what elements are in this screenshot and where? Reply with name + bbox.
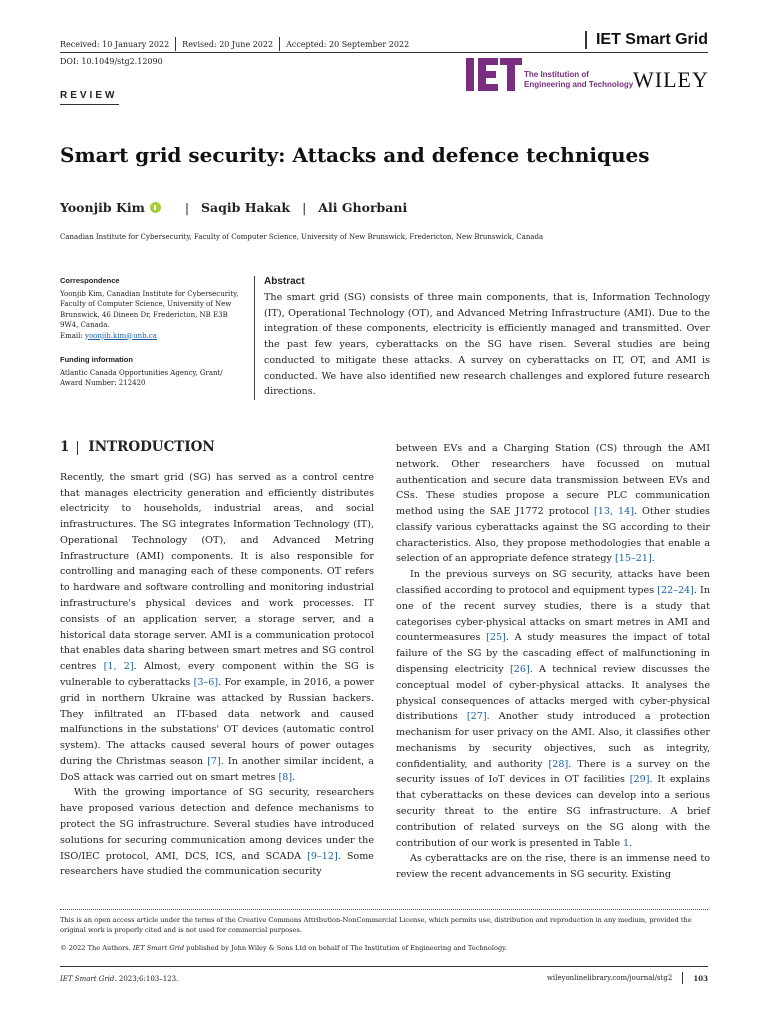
- iet-line2: Engineering and Technology: [524, 80, 634, 89]
- paragraph-text: As cyberattacks are on the rise, there is an immense need to review the recent advancements in SG security. Existing: [396, 853, 710, 881]
- email-link[interactable]: yoonjib.kim@unb.ca: [85, 331, 157, 340]
- paragraph-text: . There is a survey on the security issues of IoT devices in OT facilities: [396, 758, 711, 786]
- paragraph: [60, 785, 374, 880]
- header-rule: [60, 52, 708, 53]
- funding-text: Atlantic Canada Opportunities Agency, Grant/ Award Number: 212420: [60, 368, 223, 387]
- article-type-rule: [60, 104, 119, 105]
- citation-link[interactable]: [28]: [548, 758, 569, 770]
- body-column-right: [396, 441, 710, 883]
- correspondence-heading: Correspondence: [60, 276, 120, 285]
- doi[interactable]: DOI: 10.1049/stg2.12090: [60, 57, 163, 66]
- body-column-left: [60, 440, 374, 880]
- paragraph: [60, 470, 374, 786]
- section-title: INTRODUCTION: [88, 439, 215, 455]
- paragraph: [396, 441, 710, 567]
- wiley-logo: WILEY: [633, 67, 709, 92]
- citation-link[interactable]: [22–24]: [657, 585, 694, 597]
- citation-link[interactable]: 1: [623, 837, 630, 849]
- paragraph-text: . Almost, every component within the SG is vulnerable to cyberattacks: [60, 661, 374, 688]
- paragraph-text: . It explains that cyberattacks on these devices can develop into a serious security threat to the entire SG infrastructure. A brief contribution of related surveys on the SG along with the contribution of our work is presented in Table: [396, 774, 711, 849]
- correspondence-block: [60, 276, 245, 341]
- accepted-date: Accepted: 20 September 2022: [286, 39, 410, 49]
- paragraph-text: .: [629, 837, 633, 849]
- citation-link[interactable]: [3–6]: [193, 676, 219, 688]
- journal-url[interactable]: wileyonlinelibrary.com/journal/stg2: [546, 974, 673, 982]
- copyright: [60, 944, 507, 952]
- citation-link[interactable]: [7]: [207, 755, 221, 767]
- paragraph-text: .: [651, 553, 655, 565]
- paragraph-text: . In one of the recent survey studies, there is a study that categorises cyber-physical attacks on smart metres in AMI and countermeasures: [396, 585, 710, 644]
- citation: [60, 975, 178, 983]
- copyright-journal: IET Smart Grid: [132, 944, 185, 952]
- abstract: [264, 276, 710, 400]
- citation-journal: IET Smart Grid.: [60, 975, 117, 983]
- journal-name-text: IET Smart Grid: [595, 31, 708, 48]
- paragraph: [396, 851, 710, 883]
- article-title: Smart grid security: Attacks and defence techniques: [60, 143, 650, 167]
- iet-logo: [466, 58, 522, 91]
- sidebar-info: [60, 276, 245, 403]
- author-1[interactable]: Yoonjib Kim: [60, 200, 145, 215]
- iet-logo-mark: [466, 58, 522, 91]
- article-dates: [60, 37, 409, 51]
- paragraph-text: . In another similar incident, a DoS attack was carried out on smart metres: [60, 755, 374, 783]
- paragraph-text: . A study measures the impact of total failure of the SG by the cascading effect of malfunctioning in dispensing electricity: [396, 632, 710, 675]
- abstract-text: The smart grid (SG) consists of three main components, that is, Information Technology (IT), Operational Technology (OT), and Advanced Metring Infrastructure (AMI). Due to the integration of these components, electricity is efficiently managed and transmitted. Over the past few years, cyberattacks on the SG have risen. Several studies are being conducted to mitigate these attacks. A survey on cyberattacks on IT, OT, and AMI is conducted. We have also identified new research challenges and explored future research directions.: [264, 292, 710, 398]
- paragraph-text: . Another study introduced a protection mechanism for user privacy on the AMI. Also, it classifies other mechanisms by security objectives, such as integrity, confidentiality, and authority: [396, 711, 710, 770]
- paragraph-text: . For example, in 2016, a power grid in northern Ukraine was attacked by Russian hackers. They infiltrated an IT-based data network and caused malfunctions in the substations' OT devices (automatic control system). The attacks caused several hours of power outages during the Christmas season: [60, 676, 374, 767]
- paragraph-text: between EVs and a Charging Station (CS) through the AMI network. Other researchers have focussed on mutual authentication and secure data transmission between EVs and CSs. These studies propose a secure PLC communication method using the SAE J1772 protocol: [396, 443, 710, 518]
- paragraph-text: With the growing importance of SG security, researchers have proposed various detection and defence mechanisms to protect the SG infrastructure. Several studies have introduced solutions for securing communication among devices under the ISO/IEC protocol, AMI, DCS, ICS, and SCADA: [60, 787, 374, 862]
- paragraph-text: . Some researchers have studied the communication security: [60, 850, 374, 878]
- citation-link[interactable]: [8]: [278, 771, 293, 783]
- footer-right: [547, 972, 708, 984]
- paragraph-text: . Other studies classify various cyberattacks against the SG according to their characteristics. Also, they propose methodologies that enable a selection of an appropriate defence strategy: [396, 506, 710, 565]
- funding-heading: Funding information: [60, 355, 133, 364]
- article-type: REVIEW: [60, 90, 118, 101]
- email-label: Email:: [60, 331, 83, 340]
- citation-link[interactable]: [15–21]: [615, 553, 652, 565]
- journal-name[interactable]: [585, 31, 708, 49]
- copyright-suffix: published by John Wiley & Sons Ltd on behalf of The Institution of Engineering and Technology.: [184, 944, 508, 952]
- citation-link[interactable]: [27]: [466, 711, 487, 723]
- author-2[interactable]: Saqib Hakak: [201, 200, 291, 215]
- citation-link[interactable]: [26]: [510, 663, 530, 675]
- abstract-heading: Abstract: [264, 276, 305, 287]
- license-text: This is an open access article under the terms of the Creative Commons Attribution-NonCommercial License, which permits use, distribution and reproduction in any medium, provided the original work is properly cited and is not used for commercial purposes.: [60, 916, 692, 934]
- copyright-prefix: © 2022 The Authors.: [60, 944, 133, 952]
- section-number: 1: [60, 439, 70, 455]
- iet-logo-text: [524, 70, 633, 90]
- citation-link[interactable]: [29]: [629, 774, 650, 786]
- correspondence-text: Yoonjib Kim, Canadian Institute for Cybersecurity, Faculty of Computer Science, University of New Brunswick, 46 Dineen Dr, Fredericton, NB E3B 9W4, Canada.: [60, 289, 239, 329]
- affiliation: Canadian Institute for Cybersecurity, Faculty of Computer Science, University of New Brunswick, Fredericton, New Brunswick, Canada: [60, 233, 544, 241]
- citation-link[interactable]: [13, 14]: [594, 506, 634, 518]
- paragraph-text: In the previous surveys on SG security, attacks have been classified according to protocol and equipment types: [396, 569, 710, 597]
- sidebar-divider: [254, 276, 255, 400]
- citation-rest: 2023;6:103–123.: [116, 975, 179, 983]
- section-heading: [60, 440, 374, 456]
- citation-link[interactable]: [9–12]: [307, 850, 338, 862]
- orcid-icon[interactable]: [150, 202, 161, 213]
- funding-block: [60, 355, 245, 389]
- footer-rule: [60, 966, 708, 967]
- author-separator: |: [302, 200, 307, 215]
- author-list: [60, 200, 407, 215]
- footnote-rule: [60, 909, 708, 910]
- author-3[interactable]: Ali Ghorbani: [318, 200, 408, 215]
- author-separator: |: [184, 200, 190, 215]
- iet-line1: The Institution of: [524, 70, 589, 79]
- paragraph-text: . A technical review discusses the conceptual model of cyber-physical attacks. It analyses the physical consequences of attacks merged with cyber-physical distributions: [396, 663, 710, 723]
- paragraph-text: Recently, the smart grid (SG) has served as a control centre that manages electricity generation and efficiently distributes electricity to households, industrial areas, and social infrastructures. The SG integrates Information Technology (IT), Operational Technology (OT), and Advanced Metring Infrastructure (AMI) components. It is also responsible for controlling and managing each of these components. OT refers to hardware and software controlling and monitoring industrial infrastructure's physical devices and work processes. IT consists of an application server, a storage server, and a historical data storage server. AMI is a communication protocol that enables data sharing between smart metres and SG control centres: [60, 471, 374, 673]
- citation-link[interactable]: [25]: [486, 632, 506, 644]
- correspondence-email-line: [60, 331, 245, 342]
- citation-link[interactable]: [1, 2]: [103, 661, 134, 673]
- revised-date: Revised: 20 June 2022: [182, 39, 274, 49]
- page-number: 103: [693, 973, 708, 983]
- received-date: Received: 10 January 2022: [60, 39, 170, 49]
- paragraph: [396, 567, 710, 851]
- paragraph-text: .: [292, 771, 296, 783]
